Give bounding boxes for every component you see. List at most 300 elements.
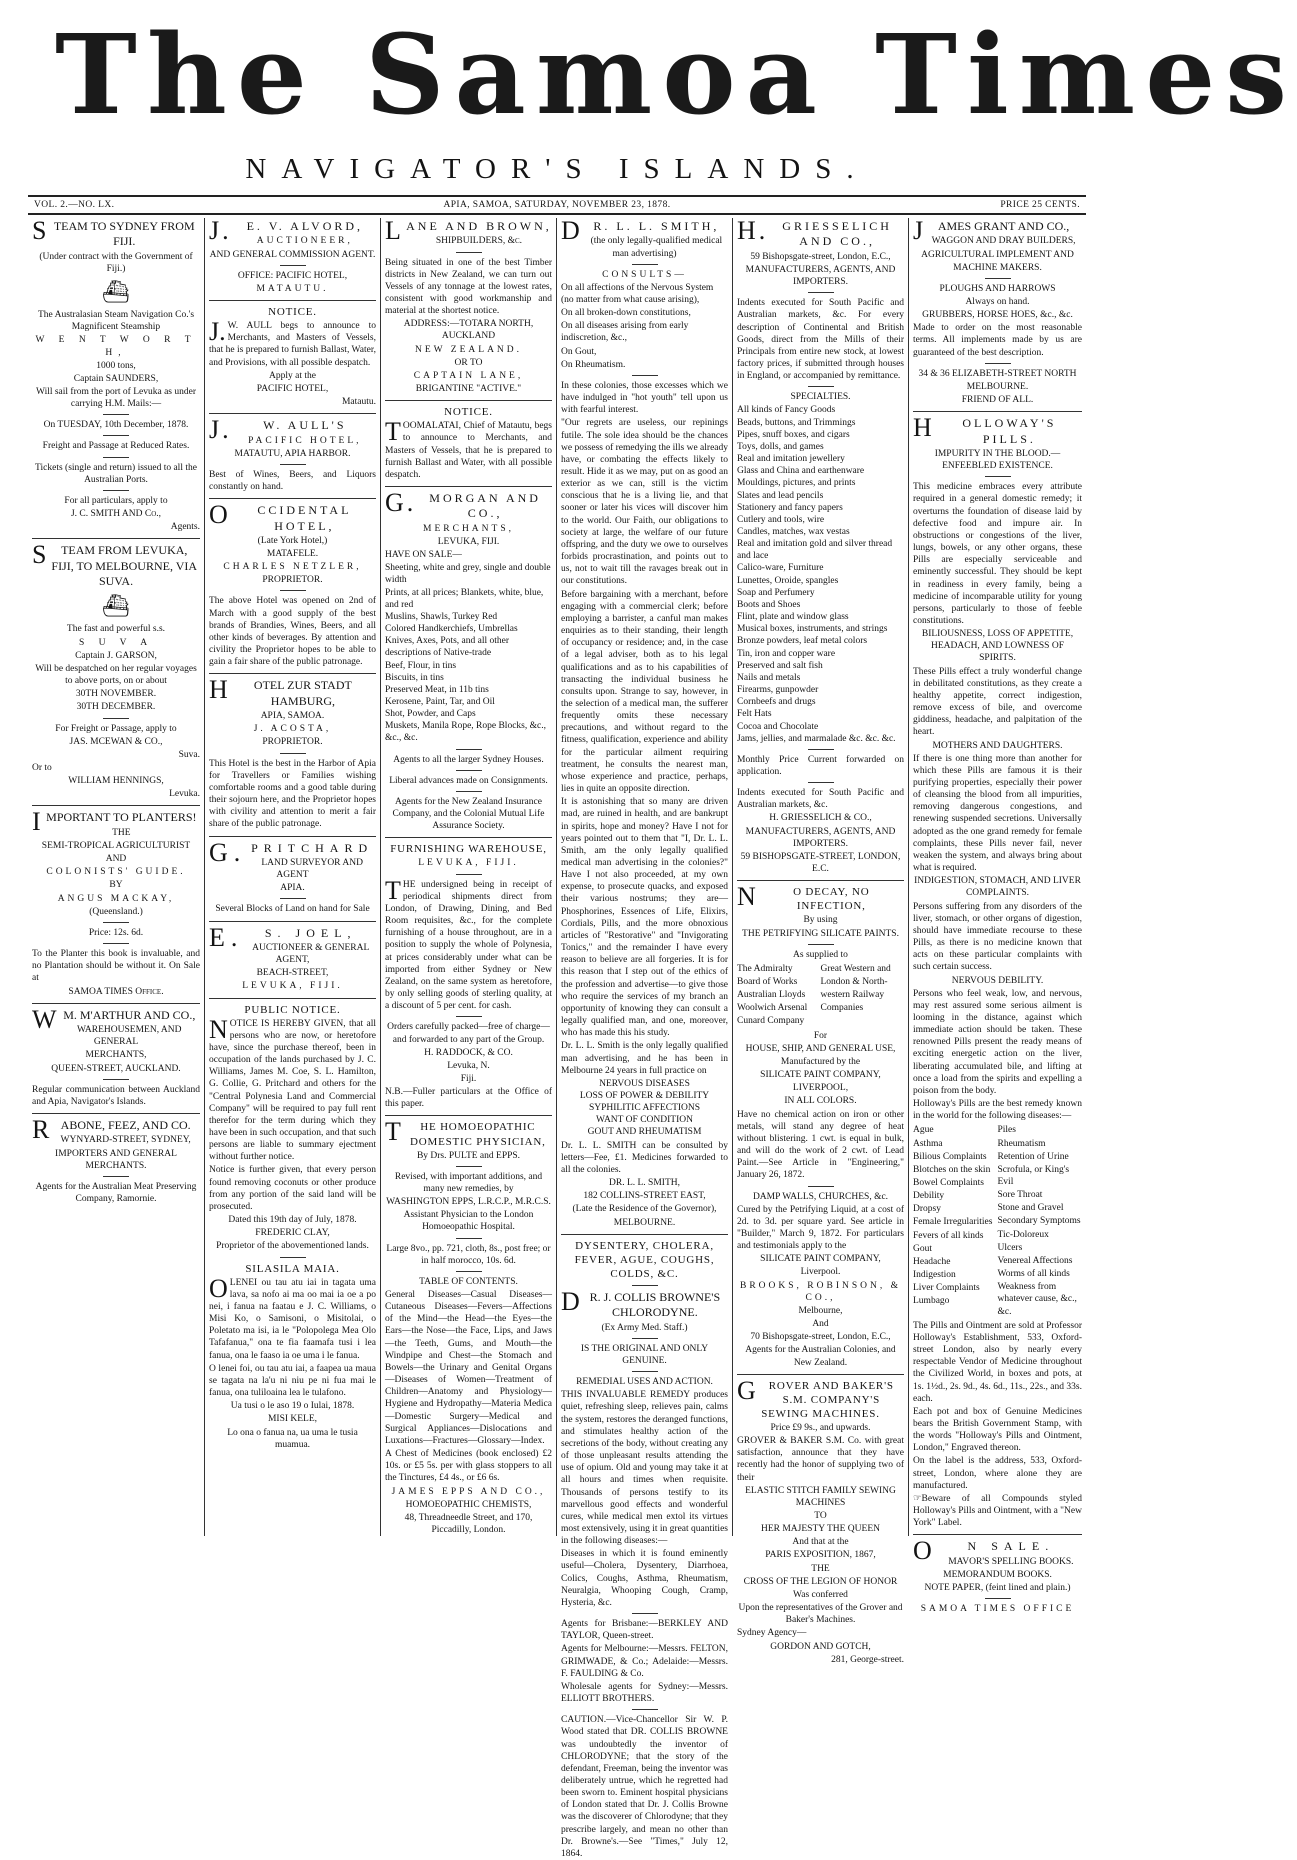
list-item: GOUT AND RHEUMATISM <box>587 1127 702 1138</box>
list-item: Beef, Flour, in tins <box>385 660 457 671</box>
ad-text: GRUBBERS, HORSE HOES, &c., &c. <box>922 310 1073 321</box>
ad-text: On all affections of the Nervous System (no matter from what cause arising), <box>561 282 714 305</box>
ad-heading: ON SALE. <box>913 1536 1055 1566</box>
list-item: Woolwich Arsenal <box>737 1003 808 1014</box>
ad-text: BRIGANTINE "ACTIVE." <box>415 384 522 395</box>
separator <box>808 1186 834 1187</box>
ad-text: The Pills and Ointment are sold at Professor Holloway's Establishment, 533, Oxford-street London, also by nearly every respectable Vendor of Medicine throughout the Civilized World, in boxes and pots, at 1s. 1½d., 2s. 9d., 4s. 6d., 11s., 22s., and 33s. each. <box>913 1320 1082 1404</box>
list-item: Musical boxes, instruments, and strings <box>737 624 888 635</box>
separator <box>103 1079 129 1080</box>
ad-heading: STEAM FROM LEVUKA, FIJI, TO MELBOURNE, VIA SUVA. <box>32 540 198 589</box>
ad-text: Before bargaining with a merchant, before engaging with a commercial clerk; before employing a barrister, a canful man makes enquiries as to their standing, their length of occupancy or residence; and, in the case of a legal adviser, both as to his legal qualifications and as to his capabilities of transacting the individual business he consults upon. Strange to say, however, in the selection of a medical man, the sufferer frequently omits these necessary precautions, and without regard to the fitness, qualification, experience and ability for the particular ailment requiring treatment, he consults the nearest man, whose experience and practice, perhaps, lies in quite an opposite direction. <box>561 589 728 795</box>
separator <box>280 1257 306 1258</box>
ad-text: Will be despatched on her regular voyages to above ports, on or about <box>35 663 197 687</box>
ad-text: PARIS EXPOSITION, 1867, <box>765 1550 876 1561</box>
list-item: Muskets, Manila Rope, Rope Blocks, &c., &c., &c. <box>385 721 546 744</box>
ad-rule <box>209 300 376 301</box>
ad-text: Sydney Agency— <box>737 1628 807 1639</box>
separator <box>103 943 129 944</box>
ad-text: It is astonishing that so many are driven mad, are ruined in health, and are bankrupt in spirits, hope and money? Have I not for years pointed out to them that "I, Dr. L. L. Smith, am the only legally qualified medical man advertising in the colonies?" Have I not also proceeded, at my own expense, to prosecute quacks, and exposed their various nostrums; they are—Phosphorines, Essences of Life, Elixirs, Cordials, Pills, and the more obnoxious articles of "Restorative" and "Invigorating Tonics," and the remainder I have every reason to believe are all forgeries. It is for this reason that I step out of the ethics of the profession and advertise—to give those who require the services of my branch an opportunity of knowing they can consult a legally qualified man, and one, moreover, who has made this his study. <box>561 797 728 1039</box>
ad-text: SPECIALTIES. <box>790 392 851 403</box>
list-item: Glass and China and earthenware <box>737 466 865 477</box>
ad-text: Monthly Price Current forwarded on application. <box>737 754 904 777</box>
ad-heading: LANE AND BROWN, <box>385 216 552 245</box>
ad-homoeopathic-physician <box>385 1117 552 1536</box>
ad-text: Tickets (single and return) issued to all the Australian Ports. <box>35 462 197 485</box>
ad-heading: FURNISHING WAREHOUSE, <box>390 843 547 856</box>
list-item: Gout <box>913 1243 932 1254</box>
ad-text: MEMORANDUM BOOKS. <box>943 1569 1052 1580</box>
ad-text: (Late the Residence of the Governor), <box>572 1204 717 1215</box>
ad-heading: OCCIDENTAL HOTEL, <box>209 500 352 533</box>
ad-text: For Freight or Passage, apply to <box>55 723 177 734</box>
ad-heading: WM. M'ARTHUR AND CO., <box>32 1004 196 1034</box>
ad-text: SEMI-TROPICAL AGRICULTURIST <box>41 841 191 851</box>
list-item: Tic-Doloreux <box>997 1229 1049 1240</box>
ad-heading: NOTICE. <box>268 305 317 318</box>
ad-text: General Diseases—Casual Diseases—Cutaneous Diseases—Fevers—Affections of the Mind—the Head—the Eyes—the Ears—the Nose—the Face, Lips, and Jaws—the Teeth, Gums, and Mouth—the Windpipe and Chest—the Stomach and Bowels—the Urinary and Genital Organs—Diseases of Women—Treatment of Children—Anatomy and Physiology—Hygiene and Hydropathy—Materia Medica—Domestic Surgery—Medical and Surgical Appliances—Dislocations and Luxations—Fractures—Glossary—Index. <box>385 1290 552 1446</box>
ad-text: Agents for Melbourne:—Messrs. FELTON, GRIMWADE, & Co.; Adelaide:—Messrs. F. FAULDING & Co. <box>561 1644 728 1679</box>
supplied-left <box>737 962 821 1029</box>
ad-text: Being situated in one of the best Timber districts in New Zealand, we can turn out Vessels of any tonnage at the lowest rates, consistent with good workmanship and material at the shortest notice. <box>385 257 552 317</box>
ad-griesselich <box>737 216 904 875</box>
list-item: Real and imitation jewellery <box>737 454 845 465</box>
ad-text: Orders carefully packed—free of charge—and forwarded to any part of the Group. <box>387 1022 550 1045</box>
ad-text: On Rheumatism. <box>561 359 626 370</box>
ad-text: NOTICE IS HEREBY GIVEN, that all persons who are now, or heretofore have, since the purchase thereof, been in occupation of the lands purchased by J. C. Williams, James M. Coe, S. L. Hamilton, G. Collie, G. Pritchard and others for the "Central Polynesia Land and Commercial Company" will be required to pay full rent therefor for the term during which they have been in such occupation, and that such persons are liable to summary ejectment without further notice. <box>209 1014 376 1163</box>
masthead-rule-top <box>28 195 1086 197</box>
ad-text: 281, George-street. <box>831 1654 904 1665</box>
steamship-icon: ⛴ <box>102 593 130 619</box>
ad-lane-brown <box>385 216 552 395</box>
list-item: Retention of Urine <box>997 1151 1069 1162</box>
ad-text: Captain SAUNDERS, <box>73 373 159 384</box>
ad-text: TABLE OF CONTENTS. <box>419 1276 518 1287</box>
ad-text: THE undersigned being in receipt of periodical shipments direct from London, of Drawing, Dining, and Bed Room requisites, &c., for the complete furnishing of a house throughout, are in a position to supply the whole of Polynesia, at prices considerably under what can be imported from either Sydney or New Zealand, on the same system as heretofore, by only selling goods of sterling quality, at a discount of 5 per cent. for cash. <box>385 875 552 1012</box>
list-item: Stationery and fancy papers <box>737 502 843 513</box>
ad-rule <box>209 413 376 414</box>
ad-text: WYNYARD-STREET, SYDNEY, <box>60 1135 191 1146</box>
ad-james-grant <box>913 216 1082 406</box>
ad-text: AUCTIONEER, <box>256 236 353 247</box>
ad-text: PROPRIETOR. <box>262 575 323 586</box>
ad-text: Best of Wines, Beers, and Liquors constantly on hand. <box>209 469 376 492</box>
list-item: Preserved Meat, in 11b tins <box>385 684 489 695</box>
ad-text: 48, Threadneedle Street, and 170, Piccadilly, London. <box>404 1512 533 1535</box>
ad-steam-sydney <box>32 216 200 533</box>
list-item: Secondary Symptoms <box>997 1216 1081 1227</box>
list-item: Preserved and salt fish <box>737 660 823 671</box>
ad-text: J.W. AULL begs to announce to Merchants, and Masters of Vessels, that he is prepared to furnish Ballast, Water, and Provisions, with all possible despatch. <box>209 317 376 368</box>
ad-text: (Late York Hotel,) <box>257 535 328 546</box>
ad-rule <box>209 836 376 837</box>
steamship-icon: ⛴ <box>102 279 130 305</box>
list-item: Lumbago <box>913 1296 950 1307</box>
ad-heading: HOTEL ZUR STADT HAMBURG, <box>209 675 352 708</box>
columns <box>28 216 1086 1859</box>
ad-text: LIVERPOOL, <box>792 1083 849 1094</box>
ad-text: Freight and Passage at Reduced Rates. <box>42 441 190 452</box>
list-item: Board of Works <box>737 977 798 987</box>
ad-text: NEW ZEALAND. <box>414 344 523 355</box>
ad-text: THIS INVALUABLE REMEDY produces quiet, refreshing sleep, relieves pain, calms the system, restores the deranged functions, and stimulates healthy action of the secretions of the body, without creating any of those unpleasant results attending the use of opium. Old and young may take it at all hours and times when requisite. Thousands of persons testify to its marvellous good effects and wonderful cures, while medical men extol its virtues most extensively, using it in great quantities in the following diseases:— <box>561 1390 728 1547</box>
ad-text: ADDRESS:—TOTARA NORTH, AUCKLAND <box>403 319 534 342</box>
list-item: Dropsy <box>913 1204 941 1215</box>
ad-text: Diseases in which it is found eminently useful—Cholera, Dysentery, Diarrhoea, Colics, Coughs, Asthma, Rheumatism, Neuralgia, Whooping Cough, Cramp, Hysteria, &c. <box>561 1549 728 1608</box>
list-item: Ague <box>913 1125 934 1136</box>
ad-text: CROSS OF THE LEGION OF HONOR <box>743 1576 898 1587</box>
ad-rule <box>209 998 376 999</box>
ad-text: Levuka. <box>169 789 200 800</box>
ad-text: Ua tusi o le aso 19 o Iulai, 1878. <box>230 1401 355 1412</box>
ad-text: FREDERIC CLAY, <box>255 1228 330 1239</box>
ad-heading: NO DECAY, NO INFECTION, <box>737 882 870 913</box>
separator <box>808 944 834 945</box>
list-item: Piles <box>997 1125 1016 1136</box>
list-item: Boots and Shoes <box>737 599 801 610</box>
ad-text: MATAUTU, APIA HARBOR. <box>234 448 351 459</box>
ad-text: By using <box>803 915 838 926</box>
ad-text: Liberal advances made on Consignments. <box>389 775 548 786</box>
ad-text: MERCHANTS, <box>85 1050 147 1061</box>
ad-text: Regular communication between Auckland and Apia, Navigator's Islands. <box>32 1084 200 1107</box>
ad-joel <box>209 922 376 993</box>
list-item: Flint, plate and window glass <box>737 612 849 623</box>
ad-text: On all diseases arising from early indiscretion, &c., <box>561 321 689 344</box>
ad-text: GORDON AND GOTCH, <box>770 1641 871 1652</box>
ad-text: Holloway's Pills are the best remedy known in the world for the following diseases:— <box>913 1099 1082 1122</box>
ad-text: GROVER & BAKER S.M. Co. with great satisfaction, announce that they have recently had the honor of supplying two of their <box>737 1436 904 1483</box>
ad-text: IMPORTERS AND GENERAL MERCHANTS. <box>55 1148 177 1171</box>
ad-text: AGRICULTURAL IMPLEMENT AND <box>921 249 1074 260</box>
ad-text: FRIEND OF ALL. <box>961 395 1034 406</box>
list-item: Weakness from whatever cause, &c., &c. <box>997 1282 1077 1317</box>
separator <box>632 1338 658 1339</box>
column-2 <box>204 218 380 1536</box>
ad-text: In these colonies, those excesses which we have indulged in "hot youth" tell upon us with fearful interest. <box>561 380 728 416</box>
ad-text: O lenei foi, ou tau atu iai, a faapea ua maua se tagata na la'u ni niu pe ni fua mai le fanua, ona tuliloaina lea le tulafono. <box>209 1363 376 1399</box>
ad-text: OLENEI ou tau atu iai in tagata uma lava, sa nofo ai ma oo mai ia oe a po nei, i fanua na faatau e J. C. Williams, o Misi Ko, o Samisoni, o Misitolai, o Poletato ma isi, ia le "Polopolega Mea Olo Tafafanua," ona te fia faamafa tusi i lea fanua, ona le faaso ia oe uma i le fanua. <box>209 1273 376 1361</box>
ad-text: IS THE ORIGINAL AND ONLY GENUINE. <box>580 1343 709 1366</box>
ad-text: Dated this 19th day of July, 1878. <box>228 1215 357 1226</box>
ad-rule <box>385 1115 552 1116</box>
column-5 <box>732 216 908 1665</box>
ad-text: MANUFACTURERS, AGENTS, AND IMPORTERS. <box>745 264 896 288</box>
ad-heading: STEAM TO SYDNEY FROM FIJI. <box>32 216 195 249</box>
separator <box>632 1709 658 1710</box>
separator <box>103 435 129 436</box>
ad-text: SAMOA TIMES OFFICE <box>920 1604 1075 1615</box>
ad-morgan <box>385 488 552 832</box>
ad-hotel-hamburg <box>209 675 376 830</box>
ad-text: Agents for the Australian Colonies, and New Zealand. <box>745 1345 896 1368</box>
ad-text: DAMP WALLS, CHURCHES, &c. <box>752 1191 889 1202</box>
goods-list <box>385 562 552 744</box>
separator <box>985 278 1011 279</box>
list-item: Ulcers <box>997 1242 1023 1253</box>
ad-text: APIA, SAMOA. <box>260 711 325 722</box>
separator <box>280 898 306 899</box>
ad-text: MACHINE MAKERS. <box>953 262 1042 273</box>
ad-text: If there is one thing more than another for which these Pills are famous it is their purifying properties, especially their power of cleansing the blood from all impurities, removing dangerous congestions, and renewing suspended secretions. Universally adopted as the one grand remedy for female complaints, these Pills never fail, never weaken the system, and always bring about what is required. <box>913 753 1082 874</box>
list-item: Sore Throat <box>997 1190 1043 1201</box>
list-item: Nails and metals <box>737 672 801 683</box>
ad-rule <box>32 1003 200 1004</box>
list-item: Female Irregularities <box>913 1217 993 1228</box>
ad-text: Agents for the Australian Meat Preserving Company, Ramornie. <box>35 1181 197 1204</box>
list-item: Venereal Affections <box>997 1255 1073 1266</box>
ad-steam-melbourne <box>32 540 200 800</box>
ad-text: HOUSE, SHIP, AND GENERAL USE, <box>745 1043 896 1054</box>
diseases-left <box>913 1123 998 1318</box>
ad-text: 30TH NOVEMBER. <box>75 689 157 700</box>
ad-silicate-paint <box>737 882 904 1368</box>
list-item: Lunettes, Oroide, spangles <box>737 575 839 586</box>
list-item: Rheumatism <box>997 1138 1046 1149</box>
ad-text: OFFICE: PACIFIC HOTEL, <box>237 270 348 281</box>
separator <box>456 1271 482 1272</box>
list-item: Blotches on the skin <box>913 1164 991 1175</box>
dateline <box>28 198 1086 212</box>
ad-text: Several Blocks of Land on hand for Sale <box>215 904 370 915</box>
ad-text: These Pills effect a truly wonderful change in debilitated constitutions, as they create a healthy appetite, correct indigestion, remove excess of bile, and overcome giddiness, headache, and palpitation of the heart. <box>913 666 1082 738</box>
ad-occidental-hotel <box>209 500 376 668</box>
ad-text: J. C. SMITH AND Co., <box>70 509 162 520</box>
list-item: Bowel Complaints <box>913 1178 984 1189</box>
ad-text: Melbourne, <box>798 1305 843 1316</box>
list-item: Sheeting, white and grey, single and double width <box>385 563 551 586</box>
ad-text: JAS. MCEWAN & CO., <box>69 736 163 747</box>
separator <box>456 874 482 875</box>
list-item: Stone and Gravel <box>997 1203 1064 1214</box>
list-item: Fevers of all kinds <box>913 1230 984 1241</box>
ad-text: CHARLES NETZLER, <box>223 562 362 573</box>
list-item: Soap and Perfumery <box>737 587 815 598</box>
list-item: Cunard Company <box>737 1016 805 1027</box>
ailment-list <box>561 1078 728 1139</box>
ad-text: 30TH DECEMBER. <box>76 702 156 713</box>
ad-text: (Queensland.) <box>89 906 143 917</box>
ad-text: Matautu. <box>341 397 376 407</box>
ad-text: OR TO <box>454 357 483 368</box>
ad-text: CAUTION.—Vice-Chancellor Sir W. P. Wood stated that DR. COLLIS BROWNE was undoubtedly the inventor of CHLORODYNE; that the story of the defendant, Freeman, being the inventor was deliberately untrue, which he regretted had been sworn to. Eminent hospital physicians of London stated that Dr. J. Collis Browne was the discoverer of Chlorodyne; that they prescribe largely, and mean no other than Dr. Browne's.—See "Times," July 12, 1864. <box>561 1715 728 1859</box>
ad-text: Each pot and box of Genuine Medicines bears the British Government Stamp, with the words "Holloway's Pills and Ointment, London," Engraved thereon. <box>913 1406 1082 1454</box>
separator <box>632 1371 658 1372</box>
separator <box>456 252 482 253</box>
ad-text: SHIPBUILDERS, &c. <box>435 236 523 247</box>
ad-text: MATAFELE. <box>266 549 319 560</box>
list-item: Worms of all kinds <box>997 1269 1070 1280</box>
list-item: LOSS OF POWER & DEBILITY <box>579 1090 710 1101</box>
list-item: NERVOUS DISEASES <box>599 1078 690 1089</box>
separator <box>103 1176 129 1177</box>
ad-text: A Chest of Medicines (book enclosed) £2 10s. or £5 5s. per with glass stoppers to all the Tinctures, £4 4s., or £6 6s. <box>385 1449 552 1484</box>
separator <box>985 476 1011 477</box>
separator <box>456 749 482 750</box>
ad-holloways-pills <box>913 413 1082 1529</box>
ad-text: Assistant Physician to the London Homoeopathic Hospital. <box>403 1210 534 1233</box>
ad-text: LEVUKA, FIJI. <box>437 536 500 547</box>
separator <box>808 749 834 750</box>
ad-text: HER MAJESTY THE QUEEN <box>760 1524 880 1535</box>
ad-text: CONSULTS— <box>602 269 687 280</box>
ad-text: INDIGESTION, STOMACH, AND LIVER COMPLAINTS. <box>914 876 1081 899</box>
ad-text: MISI KELE, <box>267 1414 318 1425</box>
ad-text: J. ACOSTA, <box>253 724 332 735</box>
ad-text: (the only legally-qualified medical man advertising) <box>590 236 723 259</box>
ad-text: AND <box>105 854 127 865</box>
separator <box>280 265 306 266</box>
ad-heading: NOTICE. <box>444 406 493 419</box>
ad-text: IMPURITY IN THE BLOOD.—ENFEEBLED EXISTENCE. <box>934 448 1061 472</box>
diseases-right <box>998 1123 1083 1318</box>
ad-pacific-hotel <box>209 415 376 493</box>
ad-text: Captain J. GARSON, <box>75 650 157 661</box>
separator <box>103 414 129 415</box>
supplied-to-list <box>737 962 904 1029</box>
ad-text: Will sail from the port of Levuka as under carrying H.M. Mails:— <box>35 386 196 410</box>
ad-rule <box>209 921 376 922</box>
ad-text: Or to <box>32 763 52 774</box>
ad-text: H. RADDOCK, & CO. <box>424 1047 513 1058</box>
ad-text: The fast and powerful s.s. <box>66 624 166 635</box>
ad-alvord <box>209 216 376 295</box>
separator <box>103 718 129 719</box>
separator <box>280 464 306 465</box>
ad-text: Have no chemical action on iron or other metals, will stand any degree of heat without blistering. 1 cwt. is equal in bulk, and will do the work of 2 cwt. of Lead Paint.—See Article in "Engineering," January 26, 1872. <box>737 1109 904 1181</box>
list-item: Cornbeefs and drugs <box>737 697 816 708</box>
list-item: Asthma <box>913 1138 943 1149</box>
place-date: APIA, SAMOA, SATURDAY, NOVEMBER 23, 1878. <box>443 200 671 210</box>
diseases-list <box>913 1123 1082 1318</box>
ad-text: Price £9 9s., and upwards. <box>770 1422 871 1433</box>
ad-rabone-feez <box>32 1115 200 1205</box>
ad-text: Dr. L. L. SMITH can be consulted by letters—Fee, £1. Medicines forwarded to all the colonies. <box>561 1140 728 1175</box>
ad-text: Was conferred <box>793 1589 848 1600</box>
ad-text: The Australasian Steam Navigation Co.'s Magnificent Steamship <box>37 310 195 333</box>
list-item: The Admiralty <box>737 963 793 974</box>
ad-text: CAPTAIN LANE, <box>413 370 524 381</box>
ad-aull-notice <box>209 305 376 408</box>
ad-heading: THE HOMOEOPATHIC DOMESTIC PHYSICIAN, <box>385 1117 546 1148</box>
ad-text: THE PETRIFYING SILICATE PAINTS. <box>742 928 899 939</box>
ad-heading: IMPORTANT TO PLANTERS! <box>32 807 197 837</box>
ad-text: Cured by the Petrifying Liquid, at a cost of 2d. to 3d. per square yard. See article in "Builder," March 9, 1872. For particulars and testimonials apply to the <box>737 1204 904 1252</box>
ad-heading: H.GRIESSELICH AND CO., <box>737 216 892 249</box>
ad-text: The above Hotel was opened on 2nd of March with a good supply of the best brands of Brandies, Wines, Beers, and all other kinds of beverages. By attention and civility the Proprietor hopes to be able to gain a fair share of the public patronage. <box>209 596 376 668</box>
separator <box>456 791 482 792</box>
ad-rule <box>32 538 200 539</box>
ad-text: LAND SURVEYOR AND AGENT <box>261 857 363 881</box>
ad-text: Made to order on the most reasonable terms. All implements made by us are guaranteed of the best description. <box>913 323 1082 358</box>
ad-furnishing-warehouse <box>385 842 552 1110</box>
ad-text: Apply at the <box>269 370 316 381</box>
separator <box>808 292 834 293</box>
list-item: WANT OF CONDITION <box>596 1115 693 1126</box>
newspaper-subtitle: NAVIGATOR'S ISLANDS. <box>245 153 869 185</box>
ad-marthur <box>32 1004 200 1108</box>
ad-text: LEVUKA, FIJI. <box>418 858 519 869</box>
ad-text: Fiji. <box>460 1073 477 1084</box>
ad-text: By Drs. PULTE and EPPS. <box>416 1150 521 1161</box>
ad-heading: DR. L. L. SMITH, <box>561 216 720 245</box>
ad-text: 1000 tons, <box>96 360 136 371</box>
list-item: Beads, buttons, and Trimmings <box>737 417 856 428</box>
ad-text: "Our regrets are useless, our repinings futile. The sole idea should be the chances we possess of remedying the ills we already have, or combating the effects likely to result. Hide it as we may, put on as good an exterior as we can, still is the victim conscious that he is a living lie, and that sooner or later his vices will discover him to the world. Our Faith, our obligations to society at large, the welfare of our future offspring, and the duty we owe to ourselves forbids procrastination, and points out to us, not to wait till the ravages break out in our constitutions. <box>561 418 728 587</box>
ad-text: HAVE ON SALE— <box>385 550 462 561</box>
list-item: Pipes, snuff boxes, and cigars <box>737 429 850 440</box>
list-item: Calico-ware, Furniture <box>737 563 824 574</box>
ad-text: DR. L. L. SMITH, <box>609 1178 680 1189</box>
ad-text: Wholesale agents for Sydney:—Messrs. ELLIOTT BROTHERS. <box>561 1681 728 1705</box>
list-item: Great Western and <box>820 963 891 974</box>
volume-number: VOL. 2.—NO. LX. <box>34 200 115 210</box>
ad-text: And that at the <box>792 1537 849 1548</box>
list-item: Prints, at all prices; Blankets, white, blue, and red <box>385 587 544 610</box>
ad-rule <box>385 400 552 401</box>
ad-text: SILICATE PAINT COMPANY, <box>760 1070 881 1081</box>
ad-text: BEACH-STREET, <box>256 968 329 979</box>
ad-rule <box>737 880 904 881</box>
ad-text: TO <box>814 1511 827 1522</box>
list-item: Slates and lead pencils <box>737 490 824 501</box>
ad-text: WAREHOUSEMEN, AND GENERAL <box>77 1025 182 1048</box>
ad-text: TOOMALATAI, Chief of Matautu, begs to announce to Merchants, and Masters of Vessels, that he is prepared to furnish Ballast and Water, with all possible despatch. <box>385 417 552 480</box>
ad-text: Upon the representatives of the Grover and Baker's Machines. <box>738 1603 903 1626</box>
ad-text: This Hotel is the best in the Harbor of Apia for Travellers or Families wishing comfortable rooms and a good table during their sojourn here, and the Proprietor hopes with civility and attention to merit a fair share of the public patronage. <box>209 758 376 830</box>
ad-text: Agents. <box>170 522 200 533</box>
column-6 <box>908 216 1086 1615</box>
column-1 <box>28 218 204 1536</box>
ad-rule <box>561 1234 728 1235</box>
ad-agriculturist-book <box>32 807 200 997</box>
list-item: Muslins, Shawls, Turkey Red <box>385 611 498 622</box>
specialties-list <box>737 404 904 744</box>
list-item: Shot, Powder, and Caps <box>385 709 476 720</box>
ad-text: PACIFIC HOTEL, <box>248 435 362 446</box>
ad-text: Proprietor of the abovementioned lands. <box>216 1241 369 1252</box>
list-item: Firearms, gunpowder <box>737 685 819 696</box>
ad-text: For all particulars, apply to <box>64 495 168 506</box>
ad-text: ☞Beware of all Compounds styled Holloway's Pills and Ointment, with a "New York" Label. <box>913 1493 1082 1529</box>
ad-text: Dr. L. L. Smith is the only legally qualified man advertising, and he has been in Melbourne 24 years in full practice on <box>561 1041 728 1076</box>
separator <box>808 386 834 387</box>
ad-heading: SILASILA MAIA. <box>245 1262 340 1275</box>
ad-heading: RABONE, FEEZ, AND CO. <box>32 1115 191 1145</box>
ad-text: Agents for Brisbane:—BERKLEY AND TAYLOR, Queen-street. <box>561 1619 728 1642</box>
ad-rule <box>32 1113 200 1114</box>
ad-text: Indents executed for South Pacific and Australian markets, &c. For every description of Continental and British Goods, direct from the Mills of their Principals from entire new stock, at lowest factory prices, if submitted through houses in England, or accompanied by remittance. <box>737 298 904 382</box>
column-4 <box>556 216 732 1859</box>
ad-text: LEVUKA, FIJI. <box>242 981 343 992</box>
ad-text: THE <box>811 1563 830 1574</box>
ad-text: MERCHANTS, <box>423 523 514 534</box>
ad-text: Agents for the New Zealand Insurance Company, and the Colonial Mutual Life Assurance Society. <box>392 796 545 832</box>
ad-rule <box>32 805 200 806</box>
ad-text: WILLIAM HENNINGS, <box>68 776 164 787</box>
list-item: Cocoa and Chocolate <box>737 721 819 732</box>
ad-text: BROOKS, ROBINSON, & CO., <box>740 1280 901 1303</box>
ad-chlorodyne <box>561 1239 728 1860</box>
ad-rule <box>385 837 552 838</box>
ad-text: APIA. <box>280 883 305 894</box>
ad-text: 34 & 36 ELIZABETH-STREET NORTH <box>918 368 1077 379</box>
ad-text: BILIOUSNESS, LOSS OF APPETITE, HEADACH, AND LOWNESS OF SPIRITS. <box>921 629 1074 664</box>
separator <box>632 1613 658 1614</box>
ad-text: Agents to all the larger Sydney Houses. <box>393 754 544 765</box>
ad-text: MELBOURNE. <box>613 1217 676 1228</box>
separator <box>103 490 129 491</box>
